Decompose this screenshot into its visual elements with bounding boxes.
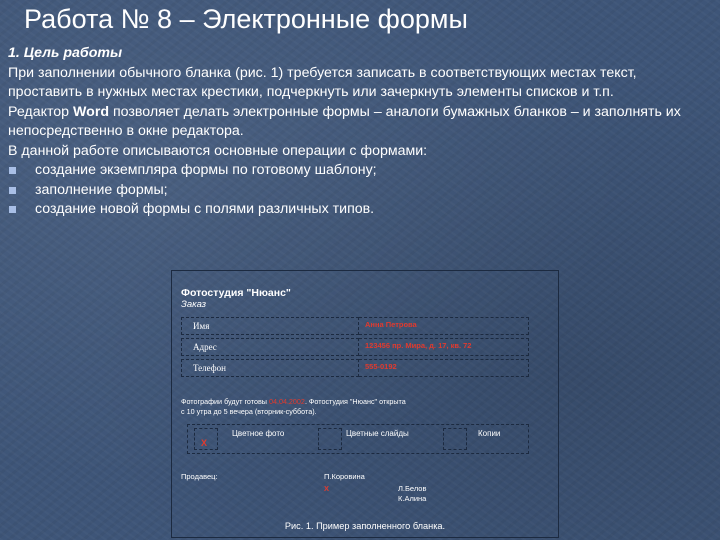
- form-field-value: 555-0192: [359, 359, 529, 377]
- form-order-label: Заказ: [181, 299, 207, 310]
- seller-name: К.Алина: [398, 494, 427, 503]
- ready-hours: с 10 утра до 5 вечера (вторник-суббота).: [181, 406, 317, 416]
- form-field-value: Анна Петрова: [359, 317, 529, 335]
- ready-date: 04.04.2002: [268, 397, 305, 406]
- figure-caption: Рис. 1. Пример заполненного бланка.: [284, 521, 446, 531]
- seller-name: Л.Белов: [398, 484, 427, 493]
- list-item: [8, 181, 714, 201]
- form-field-value: 123456 пр. Мира, д. 17, кв. 72: [359, 338, 529, 356]
- ready-text: . Фотостудия "Нюанс" открыта: [304, 397, 406, 406]
- word-term: Word: [73, 103, 110, 120]
- paragraph-operations: В данной работе описываются основные операции с формами:: [8, 142, 428, 159]
- seller-name: П.Коровина: [324, 472, 365, 481]
- paragraph-text: позволяет делать электронные формы – аналоги бумажных бланков – и заполнять их непосредственно в окне редактора.: [8, 103, 681, 139]
- section-heading: 1. Цель работы: [8, 45, 123, 61]
- operations-list: [8, 161, 714, 220]
- square-bullet-icon: [9, 206, 16, 213]
- list-item: [8, 161, 714, 181]
- example-form-figure: [171, 270, 559, 538]
- option-color-photo: Цветное фото: [232, 429, 285, 438]
- square-bullet-icon: [9, 167, 16, 174]
- seller-mark: Х: [324, 484, 330, 493]
- form-studio-name: Фотостудия "Нюанс": [181, 287, 291, 299]
- slide-title: Работа № 8 – Электронные формы: [24, 4, 468, 34]
- checkbox-copies: [443, 428, 467, 450]
- form-field-label: Адрес: [181, 338, 359, 356]
- slide-body: [8, 44, 714, 220]
- form-field-label: Телефон: [181, 359, 359, 377]
- option-copies: Копии: [478, 429, 501, 438]
- checkbox-mark: Х: [201, 438, 208, 448]
- checkbox-color-slides: [318, 428, 342, 450]
- form-row-phone: [181, 359, 529, 377]
- list-item-text: создание экземпляра формы по готовому шаблону;: [35, 162, 377, 178]
- option-color-slides: Цветные слайды: [346, 429, 409, 438]
- checkbox-color-photo: [194, 428, 218, 450]
- seller-label: Продавец:: [181, 472, 218, 481]
- form-options-group: [187, 424, 529, 454]
- paragraph-word-forms: [8, 103, 714, 142]
- form-field-label: Имя: [181, 317, 359, 335]
- form-row-address: [181, 338, 529, 356]
- square-bullet-icon: [9, 187, 16, 194]
- ready-text: Фотографии будут готовы: [181, 397, 269, 406]
- form-ready-note: [181, 397, 521, 416]
- form-row-name: [181, 317, 529, 335]
- paragraph-blank-description: При заполнении обычного бланка (рис. 1) требуется записать в соответствующих местах текст, проставить в нужных местах крестики, подчеркнуть или зачеркнуть элементы списков и т.п.: [8, 64, 637, 100]
- list-item-text: создание новой формы с полями различных типов.: [35, 201, 375, 217]
- paragraph-text: Редактор: [8, 103, 74, 120]
- list-item-text: заполнение формы;: [35, 181, 168, 198]
- list-item: [8, 200, 714, 220]
